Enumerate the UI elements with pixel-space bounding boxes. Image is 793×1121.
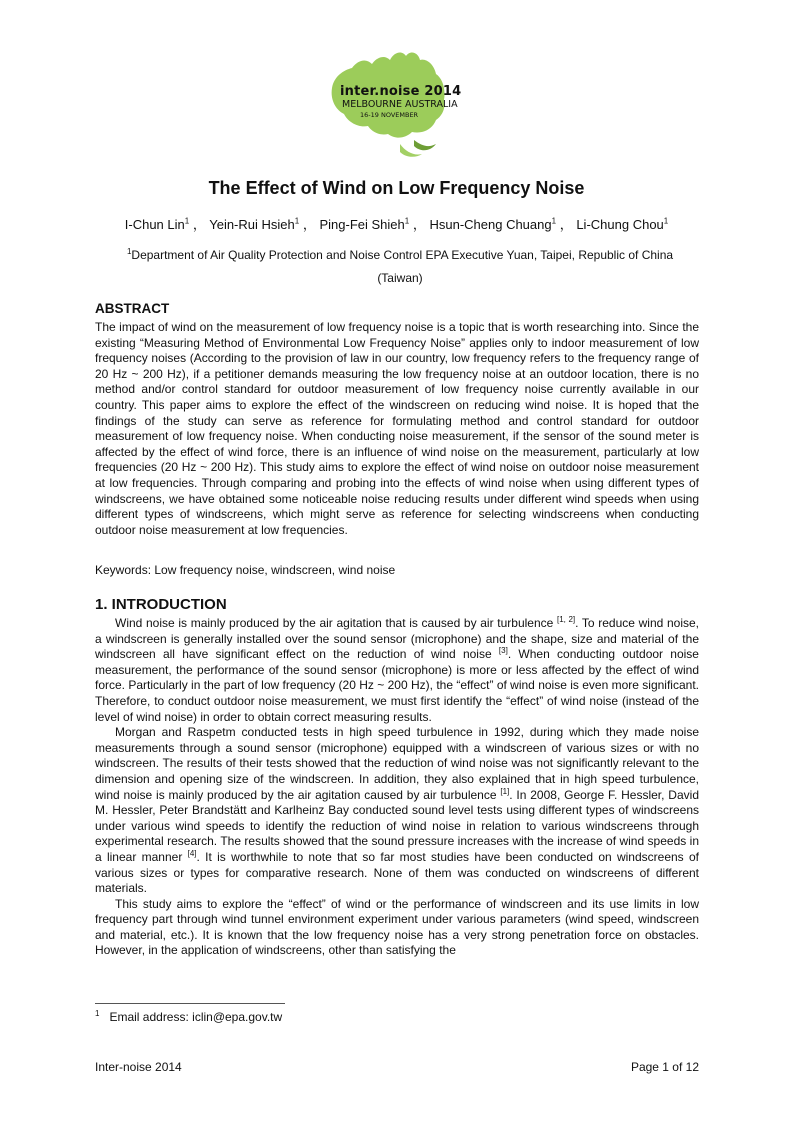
paper-title: The Effect of Wind on Low Frequency Noise [208, 178, 585, 198]
introduction-body [95, 616, 699, 959]
conference-logo [318, 48, 468, 168]
logo-dates: 16-19 NOVEMBER [360, 111, 419, 119]
intro-text: . It is worthwhile to note that so far most studies have been conducted on windscreens of various sizes or types for comparative research. None of them was conducted on windscreens of different materials. [95, 849, 699, 896]
affiliation [110, 240, 690, 290]
abstract-text: The impact of wind on the measurement of low frequency noise is a topic that is worth researching into. Since the existing “Measuring Method of Environmental Low Frequency Noise” applies only to indoor measurement of low frequency noises (According to the provision of law in our country, low frequency refers to the frequency range of 20 Hz ~ 200 Hz), if a petitioner demands measuring the low frequency noise at an outdoor location, there is no method and/or control standard for outdoor measurement of low frequency noise currently available in our country. This paper aims to explore the effect of the windscreen on reducing wind noise. It is hoped that the findings of the study can serve as reference for formulating method and control standard for outdoor measurement of low frequency noise. When conducting noise measurement, if the sensor of the sound meter is affected by the effect of wind force, there is an influence of wind noise on the measurement, particularly at low frequencies (20 Hz ~ 200 Hz). This study aims to explore the effect of wind noise on outdoor noise measurement at low frequencies. Through comparing and probing into the effects of wind noise when using different types of windscreens, we have obtained some noticeable noise reducing results under different wind speeds when using different types of windscreens, which might serve as reference for selecting windscreens when conducting outdoor noise measurement at low frequencies. [95, 320, 699, 537]
affiliation-mark: 1 [126, 247, 132, 256]
intro-text: Wind noise is mainly produced by the air agitation that is caused by air turbulence [115, 616, 557, 630]
intro-paragraph [95, 616, 699, 725]
citation: [1] [500, 786, 510, 796]
author-separator: ， [412, 217, 426, 232]
intro-text: Morgan and Raspetm conducted tests in high speed turbulence in 1992, during which they made noise measurements through a sound sensor (microphone) equipped with a windscreen of various sizes or with no windscreen. The results of their tests showed that the reduction of wind noise was not significantly relevant to the dimension and opening size of the windscreen. In addition, they also explained that in high speed turbulence, wind noise is mainly produced by the air agitation caused by air turbulence [95, 725, 699, 802]
author-affil-mark: 1 [663, 216, 669, 226]
author-separator: ， [302, 217, 316, 232]
intro-text: . When conducting outdoor noise measurement, the performance of the sound sensor (microphone) is more or less affected by the effect of wind force. Particularly in the part of low frequency (20 Hz ~ 200 Hz), the “effect” of wind noise is even more significant. Therefore, to conduct outdoor noise measurement, we must first identify the “effect” of wind noise (instead of the level of wind noise) in order to obtain correct measuring results. [95, 647, 699, 724]
intro-paragraph: This study aims to explore the “effect” of wind or the performance of windscreen and its use limits in low frequency part through wind tunnel environment experiment under various parameters (wind speed, windscreen and material, etc.). It is known that the low frequency noise has a very strong penetration force on obstacles. However, in the application of windscreens, other than satisfying the [95, 896, 699, 958]
author-separator: ， [192, 217, 206, 232]
citation: [1, 2] [556, 615, 576, 624]
page-number: Page 1 of 12 [630, 1060, 699, 1074]
keywords: Keywords: Low frequency noise, windscreen, wind noise [95, 563, 396, 577]
logo-location: MELBOURNE AUSTRALIA [342, 99, 458, 110]
author-name: I-Chun Lin [124, 217, 185, 232]
footnote-text: Email address: iclin@epa.gov.tw [109, 1010, 283, 1024]
author-affil-mark: 1 [294, 216, 300, 226]
author-name: Hsun-Cheng Chuang [429, 217, 552, 232]
section-heading-introduction: 1. INTRODUCTION [95, 596, 227, 613]
citation: [3] [498, 646, 508, 656]
author-name: Yein-Rui Hsieh [209, 217, 295, 232]
author-affil-mark: 1 [404, 216, 410, 226]
citation: [4] [187, 848, 197, 858]
footnote-mark: 1 [95, 1009, 100, 1018]
author-separator: ， [559, 217, 573, 232]
author-name: Li-Chung Chou [576, 217, 664, 232]
author-affil-mark: 1 [551, 216, 557, 226]
intro-text: . In 2008, George F. Hessler, David M. Hessler, Peter Brandstätt and Karlheinz Bay conducted sound level tests using different types of windscreens under various wind speeds to identify the reduction of wind noise in relation to various windscreens through experimental research. The results showed that the sound pressure increases with the increase of wind speeds in a linear manner [95, 787, 699, 864]
intro-text: . To reduce wind noise, a windscreen is generally installed over the sound sensor (microphone) and the shape, size and material of the windscreen all have significant effect on the reduction of wind noise [95, 616, 699, 662]
abstract-heading: ABSTRACT [95, 301, 170, 316]
logo-title: inter.noise 2014 [340, 84, 462, 99]
affiliation-text: Department of Air Quality Protection and Noise Control EPA Executive Yuan, Taipei, Republic of China (Taiwan) [131, 248, 674, 285]
author-name: Ping-Fei Shieh [319, 217, 405, 232]
author-affil-mark: 1 [184, 216, 190, 226]
intro-paragraph [95, 725, 699, 897]
footnote [95, 1009, 282, 1024]
footnote-divider [95, 1003, 285, 1004]
author-list [0, 214, 793, 233]
footer-conference: Inter-noise 2014 [95, 1060, 182, 1074]
